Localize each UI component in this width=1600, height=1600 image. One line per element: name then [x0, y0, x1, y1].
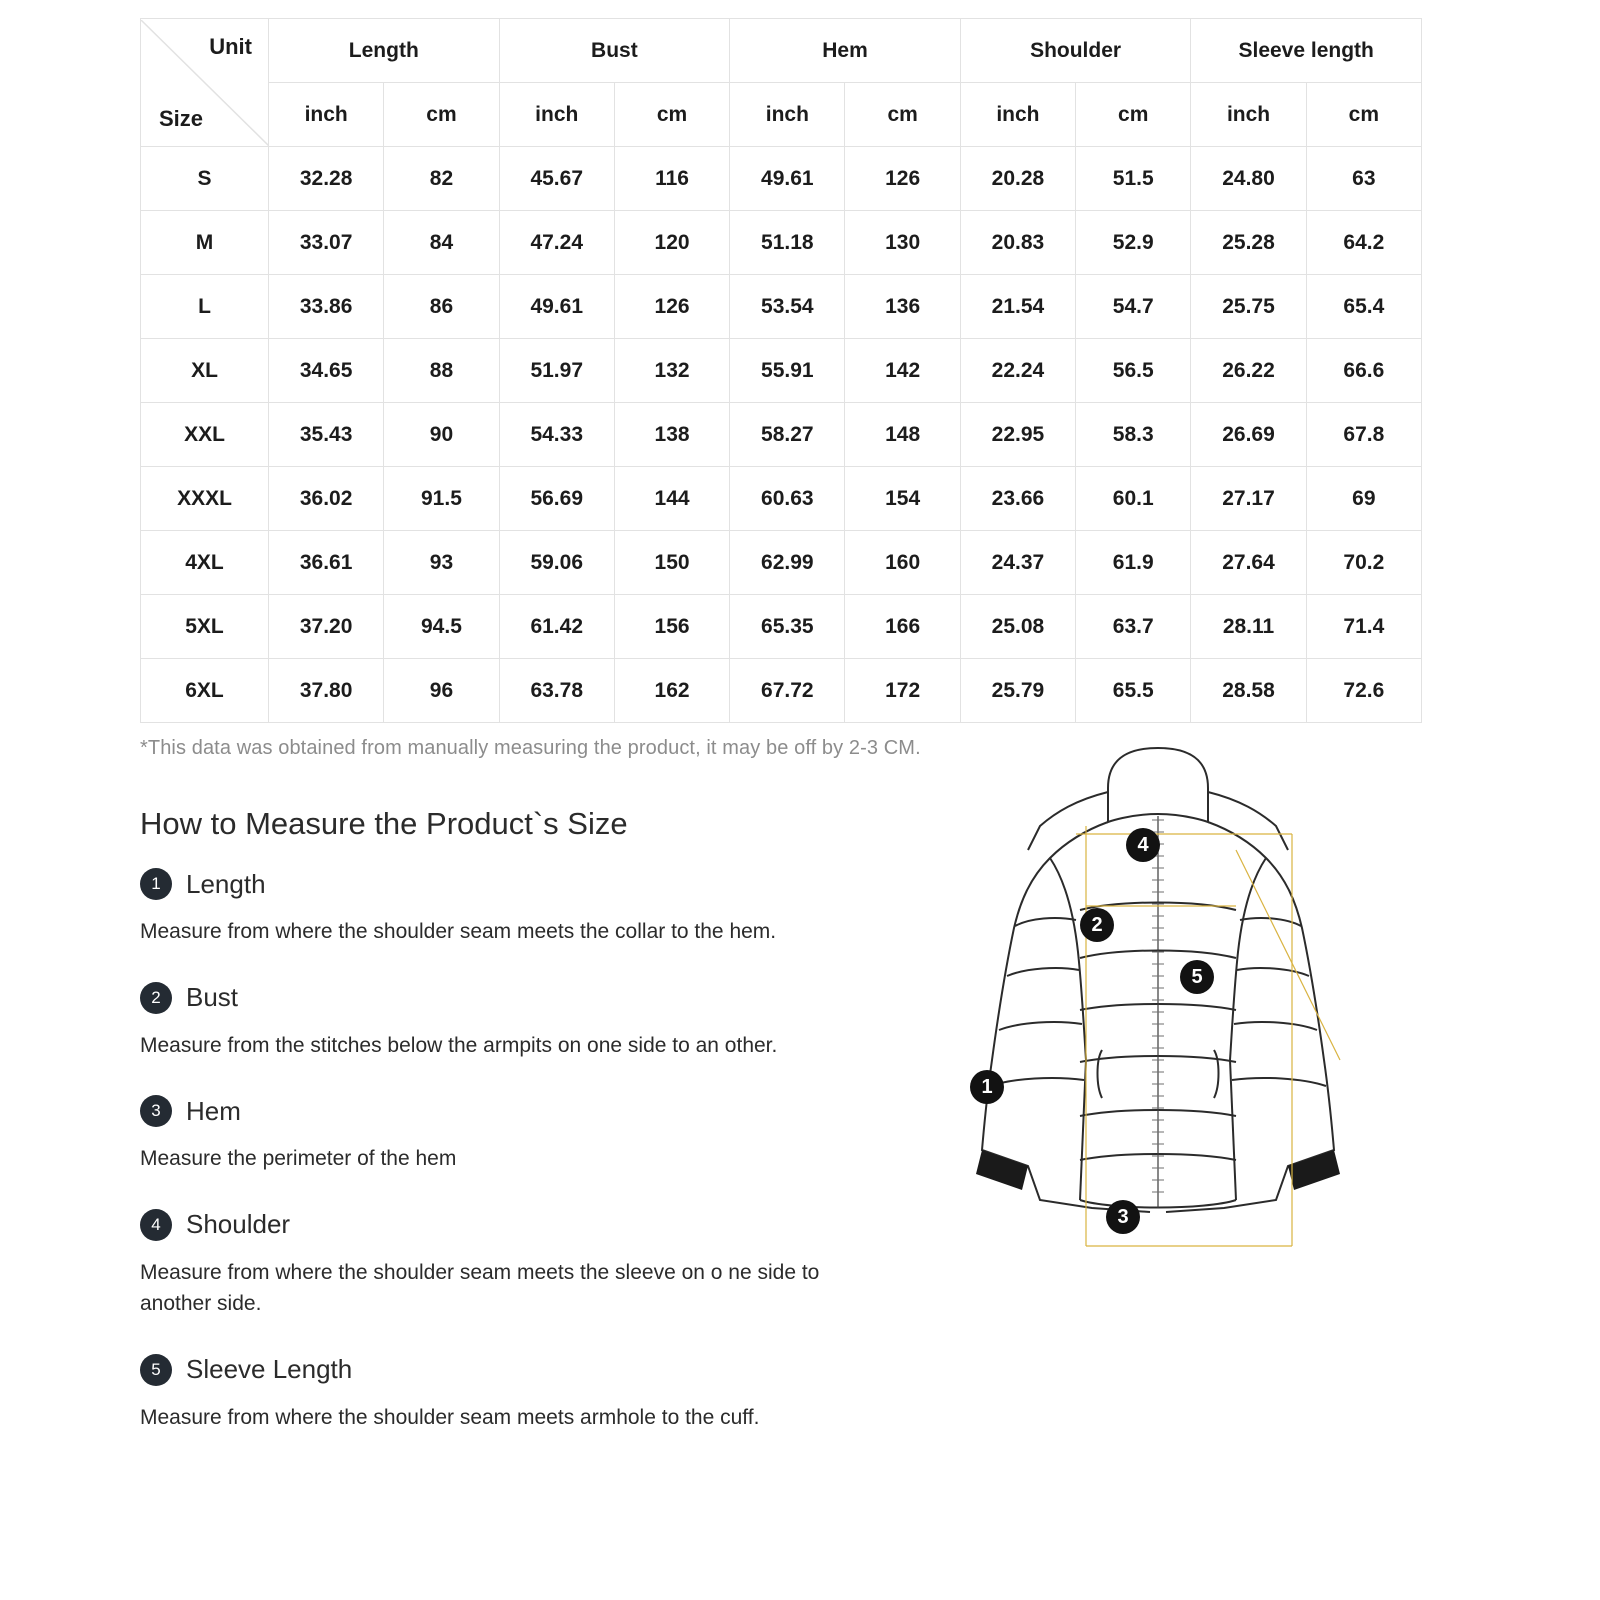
subheader-sleeve-cm: cm [1306, 83, 1421, 147]
size-label: Size [159, 105, 204, 131]
table-cell: 28.58 [1191, 659, 1306, 723]
table-cell: 93 [384, 531, 499, 595]
table-cell: 138 [614, 403, 729, 467]
table-cell: 52.9 [1076, 211, 1191, 275]
table-cell: 150 [614, 531, 729, 595]
size-chart-table [140, 18, 1422, 723]
subheader-bust-inch: inch [499, 83, 614, 147]
table-cell: 172 [845, 659, 960, 723]
measure-item-name: Hem [186, 1095, 241, 1126]
row-size-label: M [141, 211, 269, 275]
table-cell: 26.69 [1191, 403, 1306, 467]
table-cell: 120 [614, 211, 729, 275]
table-cell: 84 [384, 211, 499, 275]
table-cell: 67.72 [730, 659, 845, 723]
table-cell: 37.80 [269, 659, 384, 723]
table-cell: 62.99 [730, 531, 845, 595]
table-cell: 56.69 [499, 467, 614, 531]
measure-item-description: Measure from where the shoulder seam meets armhole to the cuff. [140, 1405, 760, 1429]
table-cell: 61.42 [499, 595, 614, 659]
table-cell: 156 [614, 595, 729, 659]
table-cell: 67.8 [1306, 403, 1421, 467]
table-cell: 64.2 [1306, 211, 1421, 275]
subheader-sleeve-inch: inch [1191, 83, 1306, 147]
measure-step-badge: 3 [140, 1095, 172, 1127]
table-cell: 26.22 [1191, 339, 1306, 403]
table-cell: 90 [384, 403, 499, 467]
how-to-measure-list [140, 868, 860, 1433]
row-size-label: XXL [141, 403, 269, 467]
unit-label: Unit [209, 33, 252, 59]
table-cell: 126 [845, 147, 960, 211]
table-cell: 60.63 [730, 467, 845, 531]
table-cell: 21.54 [960, 275, 1075, 339]
table-cell: 132 [614, 339, 729, 403]
table-cell: 22.95 [960, 403, 1075, 467]
table-cell: 136 [845, 275, 960, 339]
table-row [141, 659, 1422, 723]
table-cell: 96 [384, 659, 499, 723]
table-row [141, 467, 1422, 531]
table-cell: 36.02 [269, 467, 384, 531]
table-cell: 59.06 [499, 531, 614, 595]
marker-1: 1 [970, 1070, 1004, 1104]
table-cell: 70.2 [1306, 531, 1421, 595]
table-cell: 63.7 [1076, 595, 1191, 659]
measure-item-description: Measure from the stitches below the armpits on one side to an other. [140, 1033, 778, 1057]
table-cell: 63 [1306, 147, 1421, 211]
table-row [141, 595, 1422, 659]
table-row [141, 403, 1422, 467]
table-row [141, 147, 1422, 211]
row-size-label: 5XL [141, 595, 269, 659]
row-size-label: S [141, 147, 269, 211]
table-cell: 66.6 [1306, 339, 1421, 403]
measure-step-badge: 5 [140, 1354, 172, 1386]
table-body [141, 147, 1422, 723]
measure-step-badge: 4 [140, 1209, 172, 1241]
table-cell: 148 [845, 403, 960, 467]
table-cell: 160 [845, 531, 960, 595]
table-cell: 142 [845, 339, 960, 403]
table-cell: 23.66 [960, 467, 1075, 531]
row-size-label: L [141, 275, 269, 339]
table-row [141, 211, 1422, 275]
table-cell: 55.91 [730, 339, 845, 403]
table-cell: 51.18 [730, 211, 845, 275]
table-cell: 166 [845, 595, 960, 659]
table-header [141, 19, 1422, 147]
table-cell: 49.61 [730, 147, 845, 211]
table-cell: 47.24 [499, 211, 614, 275]
table-cell: 94.5 [384, 595, 499, 659]
marker-3: 3 [1106, 1200, 1140, 1234]
table-cell: 27.64 [1191, 531, 1306, 595]
table-cell: 58.3 [1076, 403, 1191, 467]
table-cell: 36.61 [269, 531, 384, 595]
column-group-length: Length [269, 19, 500, 83]
table-cell: 22.24 [960, 339, 1075, 403]
measure-item-name: Length [186, 868, 266, 899]
table-header-row-groups [141, 19, 1422, 83]
table-cell: 27.17 [1191, 467, 1306, 531]
table-cell: 69 [1306, 467, 1421, 531]
table-cell: 33.07 [269, 211, 384, 275]
table-cell: 65.4 [1306, 275, 1421, 339]
measure-item-header [140, 1095, 860, 1127]
measure-item-header [140, 982, 860, 1014]
how-to-measure-title: How to Measure the Product`s Size [140, 806, 628, 841]
table-cell: 25.28 [1191, 211, 1306, 275]
measure-item-description: Measure from where the shoulder seam meets the sleeve on o ne side to another side. [140, 1260, 820, 1315]
column-group-sleeve-length: Sleeve length [1191, 19, 1422, 83]
table-cell: 144 [614, 467, 729, 531]
table-cell: 33.86 [269, 275, 384, 339]
table-cell: 71.4 [1306, 595, 1421, 659]
table-cell: 25.75 [1191, 275, 1306, 339]
table-cell: 88 [384, 339, 499, 403]
table-cell: 53.54 [730, 275, 845, 339]
subheader-hem-inch: inch [730, 83, 845, 147]
table-cell: 65.5 [1076, 659, 1191, 723]
table-cell: 32.28 [269, 147, 384, 211]
marker-4: 4 [1126, 828, 1160, 862]
table-cell: 61.9 [1076, 531, 1191, 595]
table-cell: 49.61 [499, 275, 614, 339]
table-cell: 51.97 [499, 339, 614, 403]
table-cell: 63.78 [499, 659, 614, 723]
table-cell: 86 [384, 275, 499, 339]
table-cell: 28.11 [1191, 595, 1306, 659]
table-cell: 35.43 [269, 403, 384, 467]
marker-5: 5 [1180, 960, 1214, 994]
table-cell: 20.28 [960, 147, 1075, 211]
measurement-disclaimer: *This data was obtained from manually measuring the product, it may be off by 2-3 CM. [140, 737, 921, 759]
subheader-bust-cm: cm [614, 83, 729, 147]
measure-item-name: Bust [186, 982, 239, 1012]
table-cell: 54.7 [1076, 275, 1191, 339]
subheader-length-inch: inch [269, 83, 384, 147]
table-cell: 82 [384, 147, 499, 211]
measure-item-header [140, 1209, 860, 1241]
table-header-row-units [141, 83, 1422, 147]
measure-step-badge: 1 [140, 868, 172, 900]
table-cell: 45.67 [499, 147, 614, 211]
table-cell: 56.5 [1076, 339, 1191, 403]
jacket-drawing-icon [880, 730, 1440, 1310]
table-cell: 58.27 [730, 403, 845, 467]
table-cell: 130 [845, 211, 960, 275]
table-cell: 91.5 [384, 467, 499, 531]
measure-item-description: Measure from where the shoulder seam meets the collar to the hem. [140, 920, 777, 943]
unit-size-corner-cell [141, 19, 269, 147]
table-row [141, 275, 1422, 339]
subheader-length-cm: cm [384, 83, 499, 147]
table-cell: 154 [845, 467, 960, 531]
table-cell: 25.08 [960, 595, 1075, 659]
jacket-illustration [880, 730, 1440, 1310]
row-size-label: XL [141, 339, 269, 403]
measure-item-name: Sleeve Length [186, 1354, 353, 1384]
table-cell: 126 [614, 275, 729, 339]
table-cell: 162 [614, 659, 729, 723]
table-cell: 54.33 [499, 403, 614, 467]
table-cell: 72.6 [1306, 659, 1421, 723]
row-size-label: 6XL [141, 659, 269, 723]
row-size-label: XXXL [141, 467, 269, 531]
table-cell: 24.37 [960, 531, 1075, 595]
table-row [141, 531, 1422, 595]
table-cell: 65.35 [730, 595, 845, 659]
measure-item-name: Shoulder [186, 1209, 291, 1239]
table-cell: 25.79 [960, 659, 1075, 723]
measure-step-badge: 2 [140, 982, 172, 1014]
subheader-shoulder-inch: inch [960, 83, 1075, 147]
row-size-label: 4XL [141, 531, 269, 595]
column-group-shoulder: Shoulder [960, 19, 1191, 83]
table-cell: 60.1 [1076, 467, 1191, 531]
marker-2: 2 [1080, 908, 1114, 942]
measure-item-header [140, 868, 860, 900]
table-cell: 116 [614, 147, 729, 211]
subheader-shoulder-cm: cm [1076, 83, 1191, 147]
table-cell: 20.83 [960, 211, 1075, 275]
table-cell: 37.20 [269, 595, 384, 659]
measure-item-header [140, 1354, 860, 1386]
column-group-bust: Bust [499, 19, 730, 83]
table-cell: 24.80 [1191, 147, 1306, 211]
table-row [141, 339, 1422, 403]
subheader-hem-cm: cm [845, 83, 960, 147]
table-cell: 34.65 [269, 339, 384, 403]
table-cell: 51.5 [1076, 147, 1191, 211]
measure-item-description: Measure the perimeter of the hem [140, 1147, 457, 1170]
column-group-hem: Hem [730, 19, 961, 83]
